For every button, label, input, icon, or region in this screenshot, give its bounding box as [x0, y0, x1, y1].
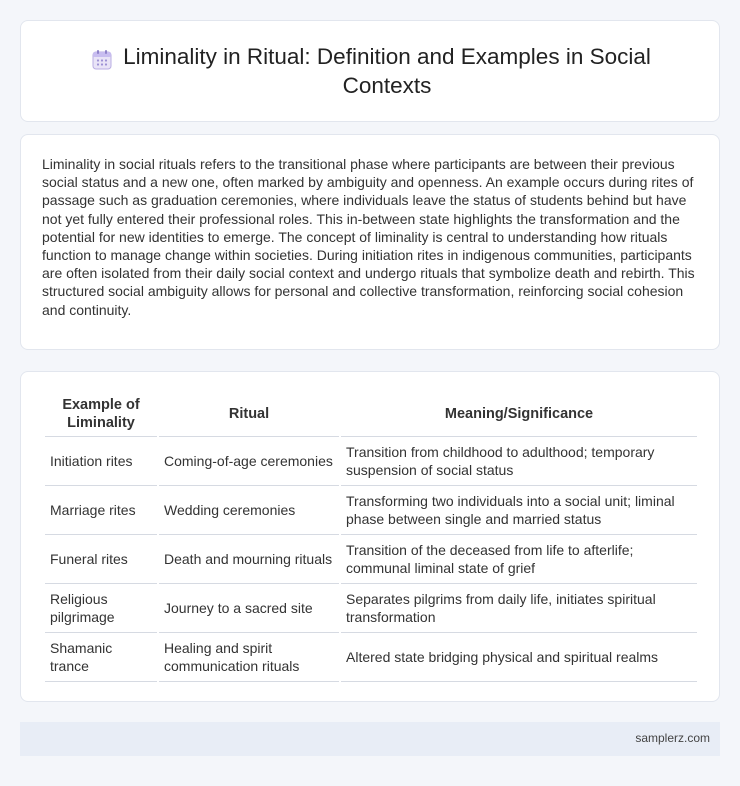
cell-example: Shamanic trance — [45, 633, 157, 682]
table-header-row — [45, 390, 697, 437]
header-meaning: Meaning/Significance — [341, 390, 697, 437]
table-row — [45, 584, 697, 633]
cell-meaning: Separates pilgrims from daily life, initiates spiritual transformation — [341, 584, 697, 633]
cell-ritual: Journey to a sacred site — [159, 584, 339, 633]
page-title: Liminality in Ritual: Definition and Examples in Social Contexts — [123, 44, 651, 98]
cell-example: Funeral rites — [45, 535, 157, 584]
footer-site-link[interactable]: samplerz.com — [635, 731, 710, 745]
footer-bar — [20, 722, 720, 756]
liminality-table — [43, 390, 699, 682]
cell-example: Religious pilgrimage — [45, 584, 157, 633]
cell-meaning: Transition from childhood to adulthood; temporary suspension of social status — [341, 437, 697, 486]
cell-meaning: Transition of the deceased from life to afterlife; communal liminal state of grief — [341, 535, 697, 584]
cell-ritual: Death and mourning rituals — [159, 535, 339, 584]
title-card — [20, 20, 720, 122]
cell-example: Initiation rites — [45, 437, 157, 486]
table-row — [45, 437, 697, 486]
header-example: Example of Liminality — [45, 390, 157, 437]
table-row — [45, 486, 697, 535]
table-card — [20, 371, 720, 702]
header-ritual: Ritual — [159, 390, 339, 437]
cell-example: Marriage rites — [45, 486, 157, 535]
intro-card — [20, 134, 720, 350]
cell-ritual: Healing and spirit communication rituals — [159, 633, 339, 682]
intro-paragraph: Liminality in social rituals refers to the transitional phase where participants are between their previous social status and a new one, often marked by ambiguity and openness. An example occurs during rites of passage such as graduation ceremonies, where individuals leave the status of students behind but have not yet fully entered their professional roles. This in-between state highlights the transformation and the potential for new identities to emerge. The concept of liminality is central to understanding how rituals function to manage change within societies. During initiation rites in indigenous communities, participants are often isolated from their daily social context and undergo rituals that symbolize death and rebirth. This structured social ambiguity allows for personal and collective transformation, reinforcing social cohesion and continuity. — [42, 156, 695, 318]
table-row — [45, 535, 697, 584]
cell-ritual: Wedding ceremonies — [159, 486, 339, 535]
cell-meaning: Altered state bridging physical and spiritual realms — [341, 633, 697, 682]
table-row — [45, 633, 697, 682]
cell-ritual: Coming-of-age ceremonies — [159, 437, 339, 486]
cell-meaning: Transforming two individuals into a social unit; liminal phase between single and married status — [341, 486, 697, 535]
